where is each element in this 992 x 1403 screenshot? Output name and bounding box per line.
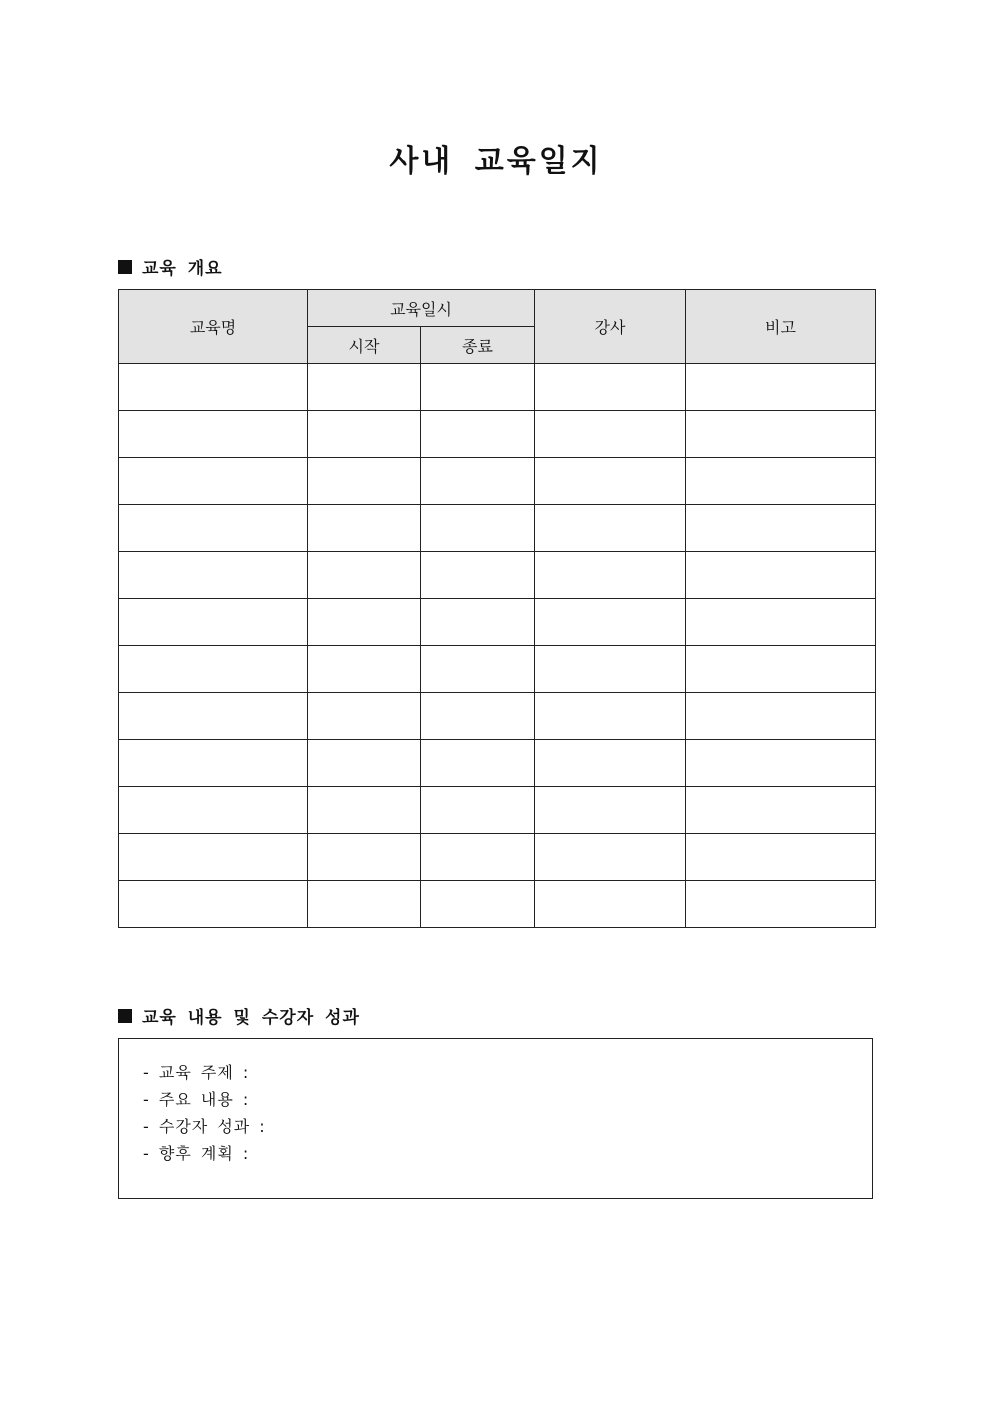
page-title: 사내 교육일지 <box>389 144 603 179</box>
table-cell[interactable] <box>686 458 876 505</box>
content-line-topic: - 교육 주제 : <box>143 1063 250 1082</box>
table-cell[interactable] <box>421 458 535 505</box>
table-cell[interactable] <box>421 881 535 928</box>
content-line-future-plan: - 향후 계획 : <box>143 1144 250 1163</box>
table-cell[interactable] <box>421 364 535 411</box>
table-cell[interactable] <box>686 740 876 787</box>
table-cell[interactable] <box>308 787 421 834</box>
table-cell[interactable] <box>308 505 421 552</box>
header-instructor: 강사 <box>535 290 686 364</box>
table-cell[interactable] <box>686 552 876 599</box>
table-cell[interactable] <box>686 364 876 411</box>
table-cell[interactable] <box>308 411 421 458</box>
table-cell[interactable] <box>535 599 686 646</box>
header-education-name: 교육명 <box>119 290 308 364</box>
table-cell[interactable] <box>119 881 308 928</box>
table-cell[interactable] <box>119 364 308 411</box>
table-row <box>119 599 876 646</box>
table-cell[interactable] <box>421 646 535 693</box>
table-cell[interactable] <box>421 787 535 834</box>
table-row <box>119 411 876 458</box>
table-cell[interactable] <box>421 740 535 787</box>
table-row <box>119 552 876 599</box>
table-cell[interactable] <box>308 693 421 740</box>
header-note: 비고 <box>686 290 876 364</box>
content-results-box <box>118 1038 873 1199</box>
table-cell[interactable] <box>686 646 876 693</box>
section-heading-overview <box>118 254 223 279</box>
table-cell[interactable] <box>535 646 686 693</box>
table-cell[interactable] <box>686 787 876 834</box>
table-cell[interactable] <box>119 693 308 740</box>
table-cell[interactable] <box>421 693 535 740</box>
black-square-icon <box>118 260 132 274</box>
table-cell[interactable] <box>686 693 876 740</box>
section-heading-label: 교육 내용 및 수강자 성과 <box>142 1008 360 1028</box>
table-cell[interactable] <box>119 411 308 458</box>
table-cell[interactable] <box>308 740 421 787</box>
table-cell[interactable] <box>119 834 308 881</box>
table-row <box>119 834 876 881</box>
table-cell[interactable] <box>535 458 686 505</box>
table-row <box>119 364 876 411</box>
table-row <box>119 458 876 505</box>
table-row <box>119 693 876 740</box>
table-cell[interactable] <box>308 881 421 928</box>
table-cell[interactable] <box>686 881 876 928</box>
table-cell[interactable] <box>686 505 876 552</box>
table-cell[interactable] <box>535 740 686 787</box>
table-cell[interactable] <box>119 599 308 646</box>
table-cell[interactable] <box>308 552 421 599</box>
table-cell[interactable] <box>308 646 421 693</box>
table-cell[interactable] <box>686 599 876 646</box>
section-heading-content-results <box>118 1003 360 1028</box>
table-cell[interactable] <box>308 458 421 505</box>
table-cell[interactable] <box>308 834 421 881</box>
table-row <box>119 787 876 834</box>
table-cell[interactable] <box>308 364 421 411</box>
content-line-main-content: - 주요 내용 : <box>143 1090 250 1109</box>
table-cell[interactable] <box>119 787 308 834</box>
table-cell[interactable] <box>535 881 686 928</box>
table-row <box>119 881 876 928</box>
table-cell[interactable] <box>119 505 308 552</box>
table-cell[interactable] <box>119 740 308 787</box>
table-row <box>119 646 876 693</box>
table-cell[interactable] <box>421 834 535 881</box>
table-row <box>119 740 876 787</box>
table-row <box>119 505 876 552</box>
table-cell[interactable] <box>119 646 308 693</box>
table-cell[interactable] <box>421 505 535 552</box>
table-cell[interactable] <box>686 411 876 458</box>
section-heading-label: 교육 개요 <box>142 259 223 279</box>
table-cell[interactable] <box>421 599 535 646</box>
table-cell[interactable] <box>535 693 686 740</box>
content-line-trainee-results: - 수강자 성과 : <box>143 1117 266 1136</box>
black-square-icon <box>118 1009 132 1023</box>
table-cell[interactable] <box>535 787 686 834</box>
table-cell[interactable] <box>535 834 686 881</box>
table-cell[interactable] <box>119 458 308 505</box>
table-cell[interactable] <box>119 552 308 599</box>
table-cell[interactable] <box>535 552 686 599</box>
table-cell[interactable] <box>535 505 686 552</box>
table-cell[interactable] <box>421 552 535 599</box>
table-cell[interactable] <box>308 599 421 646</box>
table-cell[interactable] <box>421 411 535 458</box>
education-overview-table <box>118 289 876 928</box>
table-cell[interactable] <box>535 411 686 458</box>
table-cell[interactable] <box>686 834 876 881</box>
header-start: 시작 <box>308 327 421 364</box>
header-education-datetime: 교육일시 <box>308 290 535 327</box>
table-cell[interactable] <box>535 364 686 411</box>
header-end: 종료 <box>421 327 535 364</box>
